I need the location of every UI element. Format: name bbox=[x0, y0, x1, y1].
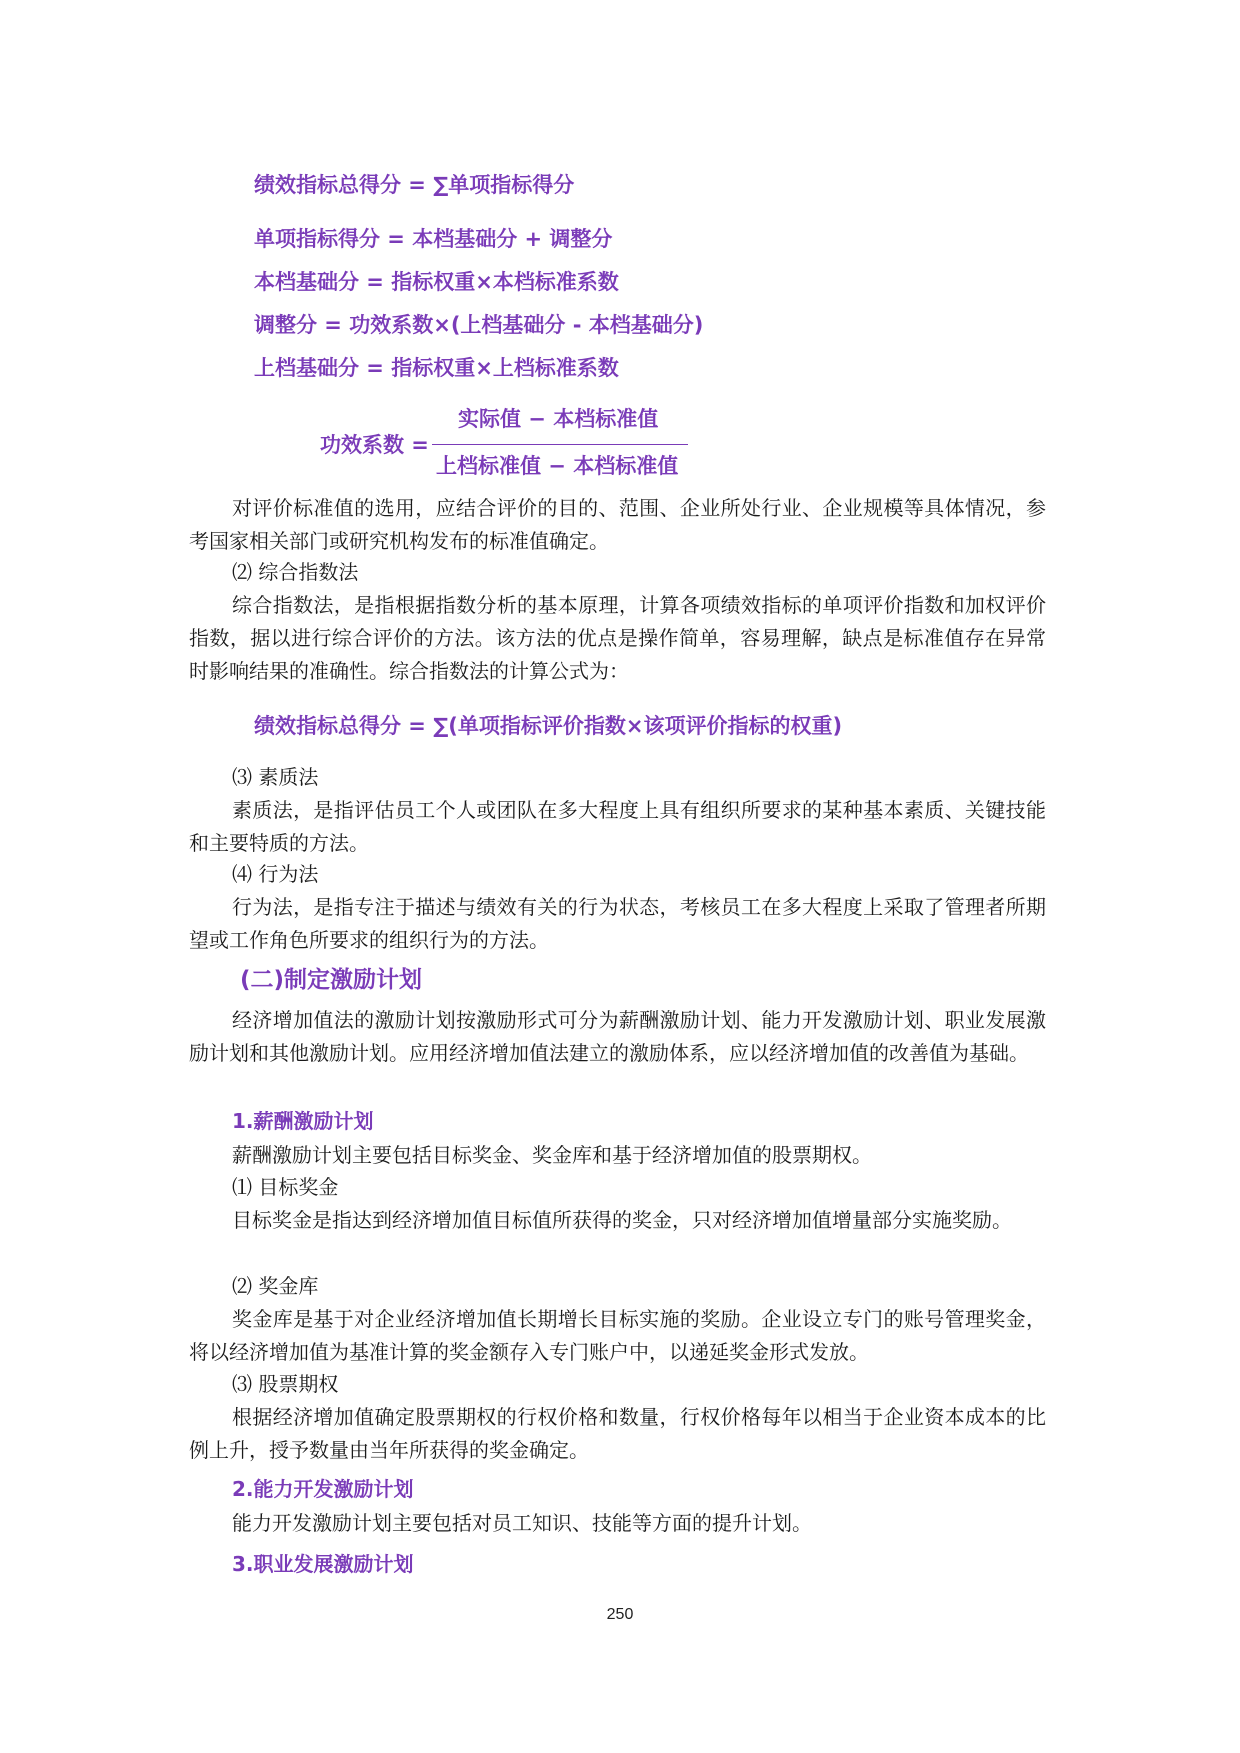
list-item-target-bonus: ⑴ 目标奖金 bbox=[232, 1175, 339, 1199]
subheading-career-development: 3.职业发展激励计划 bbox=[232, 1552, 414, 1576]
formula-current-base: 本档基础分 = 指标权重×本档标准系数 bbox=[254, 270, 619, 294]
formula-single-score: 单项指标得分 = 本档基础分 + 调整分 bbox=[254, 227, 613, 251]
list-item-composite-index: ⑵ 综合指数法 bbox=[232, 560, 359, 584]
paragraph-standard-value: 对评价标准值的选用，应结合评价的目的、范围、企业所处行业、企业规模等具体情况，参考国家相关部门或研究机构发布的标准值确定。 bbox=[189, 496, 1046, 553]
efficacy-denominator: 上档标准值 − 本档标准值 bbox=[436, 454, 679, 478]
paragraph-ability-development: 能力开发激励计划主要包括对员工知识、技能等方面的提升计划。 bbox=[232, 1511, 812, 1535]
section-heading-incentive-plan: (二)制定激励计划 bbox=[240, 967, 423, 993]
paragraph-incentive-plan: 经济增加值法的激励计划按激励形式可分为薪酬激励计划、能力开发激励计划、职业发展激励计划和其他激励计划。应用经济增加值法建立的激励体系，应以经济增加值的改善值为基础。 bbox=[189, 1008, 1046, 1065]
paragraph-composite-index: 综合指数法，是指根据指数分析的基本原理，计算各项绩效指标的单项评价指数和加权评价指数，据以进行综合评价的方法。该方法的优点是操作简单，容易理解，缺点是标准值存在异常时影响结果的准确性。综合指数法的计算公式为： bbox=[189, 593, 1046, 683]
efficacy-lhs: 功效系数 = bbox=[320, 433, 429, 457]
formula-upper-base: 上档基础分 = 指标权重×上档标准系数 bbox=[254, 356, 619, 380]
formula-adjustment: 调整分 = 功效系数×(上档基础分 - 本档基础分) bbox=[254, 313, 704, 337]
formula-total-score-index: 绩效指标总得分 = ∑(单项指标评价指数×该项评价指标的权重) bbox=[254, 714, 843, 738]
list-item-stock-option: ⑶ 股票期权 bbox=[232, 1372, 339, 1396]
fraction-bar bbox=[432, 444, 688, 445]
efficacy-numerator: 实际值 − 本档标准值 bbox=[458, 407, 659, 431]
paragraph-target-bonus: 目标奖金是指达到经济增加值目标值所获得的奖金，只对经济增加值增量部分实施奖励。 bbox=[232, 1208, 1012, 1232]
paragraph-quality-method: 素质法，是指评估员工个人或团队在多大程度上具有组织所要求的某种基本素质、关键技能和主要特质的方法。 bbox=[189, 798, 1046, 855]
subheading-ability-development: 2.能力开发激励计划 bbox=[232, 1477, 414, 1501]
paragraph-stock-option: 根据经济增加值确定股票期权的行权价格和数量，行权价格每年以相当于企业资本成本的比例上升，授予数量由当年所获得的奖金确定。 bbox=[189, 1405, 1046, 1462]
list-item-behavior-method: ⑷ 行为法 bbox=[232, 862, 319, 886]
subheading-salary-incentive: 1.薪酬激励计划 bbox=[232, 1109, 374, 1133]
paragraph-salary-incentive: 薪酬激励计划主要包括目标奖金、奖金库和基于经济增加值的股票期权。 bbox=[232, 1143, 872, 1167]
page-number: 250 bbox=[606, 1606, 634, 1623]
paragraph-bonus-pool: 奖金库是基于对企业经济增加值长期增长目标实施的奖励。企业设立专门的账号管理奖金，将以经济增加值为基准计算的奖金额存入专门账户中，以递延奖金形式发放。 bbox=[189, 1307, 1046, 1364]
paragraph-behavior-method: 行为法，是指专注于描述与绩效有关的行为状态，考核员工在多大程度上采取了管理者所期望或工作角色所要求的组织行为的方法。 bbox=[189, 895, 1046, 952]
formula-total-score: 绩效指标总得分 = ∑单项指标得分 bbox=[254, 173, 575, 197]
formula-efficacy-coefficient bbox=[320, 404, 700, 488]
list-item-bonus-pool: ⑵ 奖金库 bbox=[232, 1274, 319, 1298]
list-item-quality-method: ⑶ 素质法 bbox=[232, 765, 319, 789]
